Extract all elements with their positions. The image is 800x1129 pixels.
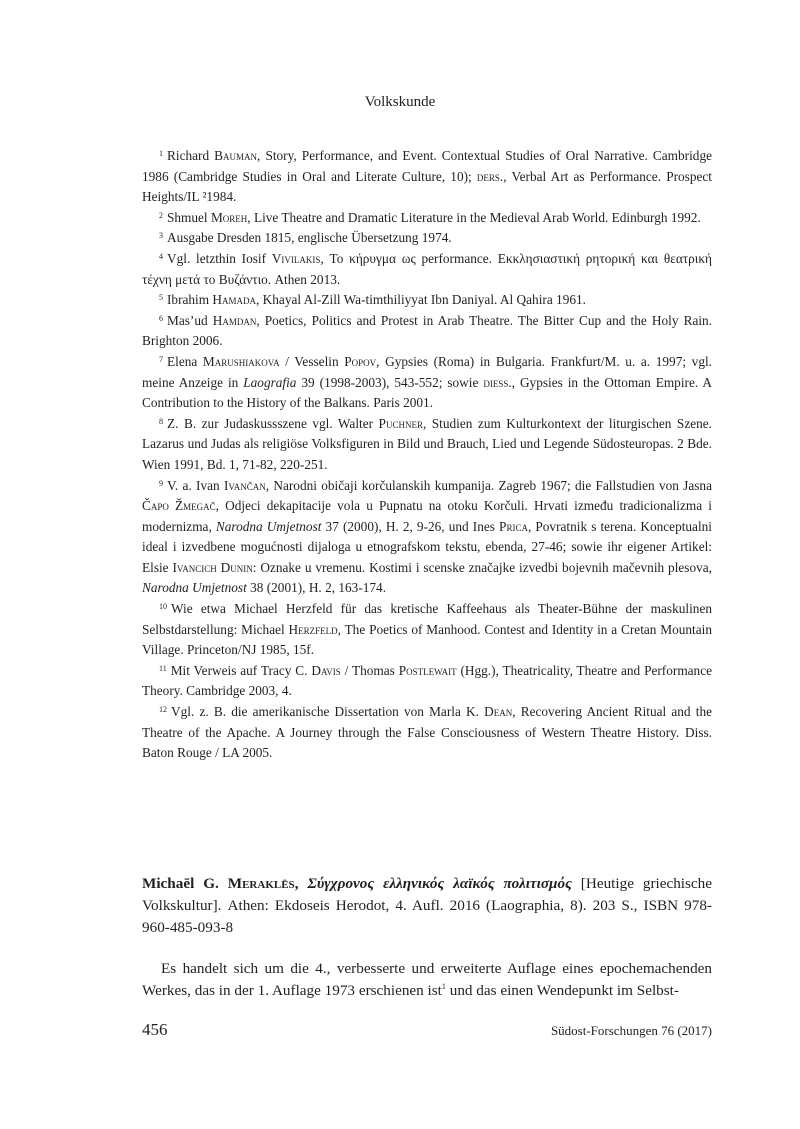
footnote: $^3$ Ausgabe Dresden 1815, englische Übersetzung 1974. xyxy=(159,230,452,246)
footnote: $^{12}$ Vgl. z. B. die amerikanische Dissertation von Marla K. Dean, Recovering Ancient Ritual and the Theatre of the Apache. A Journey through the False Consciousness of Western Theatre History. Diss. Baton Rouge / LA 2005. xyxy=(142,704,712,761)
journal-footer: Südost-Forschungen 76 (2017) xyxy=(550,1023,712,1038)
footnote: $^5$ Ibrahim Hamada, Khayal Al-Zill Wa-timthiliyyat Ibn Daniyal. Al Qahira 1961. xyxy=(159,292,586,308)
footnote: $^9$ V. a. Ivan Ivančan, Narodni običaji korčulanskih kumpanija. Zagreb 1967; die Fallstudien von Jasna Čapo Žmegač, Odjeci dekapitacije vola u Pupnatu na otoku Korčuli. Hrvati između tradicionalizma i modernizma, Narodna Umjetnost 37 (2000), H. 2, 9-26, und Ines Prica, Povratnik s terena. Konceptualni ideal i izvedbene mogućnosti dijaloga u etnografskom tekstu, ebenda, 27-46; sowie ihr eigener Artikel: Elsie Ivancich Dunin: Oznake u vremenu. Kostimi i scenske značajke izvedbi bojevnih mačevnih plesova, Narodna Umjetnost 38 (2001), H. 2, 163-174. xyxy=(142,477,713,596)
review-body xyxy=(142,958,712,1002)
footnotes xyxy=(142,146,712,764)
footnote: $^2$ Shmuel Moreh, Live Theatre and Dramatic Literature in the Medieval Arab World. Edinburgh 1992. xyxy=(159,209,701,225)
page-number: 456 xyxy=(142,1020,168,1039)
footnote: $^6$ Mas’ud Hamdan, Poetics, Politics and Protest in Arab Theatre. The Bitter Cup and the Holy Rain. Brighton 2006. xyxy=(142,312,713,349)
running-header: Volkskunde xyxy=(364,94,436,110)
review-bibliographic-details: [Heutige griechische Volkskultur]. Athen: Ekdoseis Herodot, 4. Aufl. 2016 (Laographia, 8). 203 S., ISBN 978-960-485-093-8 xyxy=(142,875,713,936)
footnote: $^8$ Z. B. zur Judaskussszene vgl. Walter Puchner, Studien zum Kulturkontext der liturgischen Szene. Lazarus und Judas als religiöse Volksfiguren in Bild und Brauch, Lied und Legende Südosteuropas. 2 Bde. Wien 1991, Bd. 1, 71-82, 220-251. xyxy=(142,415,713,472)
body-paragraph: Es handelt sich um die 4., verbesserte und erweiterte Auflage eines epochemachenden Werkes, das in der 1. Auflage 1973 erschienen ist$^1$ und das einen Wendepunkt im Selbst- xyxy=(142,960,712,999)
footnote: $^7$ Elena Marushiakova / Vesselin Popov, Gypsies (Roma) in Bulgaria. Frankfurt/M. u. a. 1997; vgl. meine Anzeige in Laografia 39 (1998-2003), 543-552; sowie diess., Gypsies in the Ottoman Empire. A Contribution to the History of the Balkans. Paris 2001. xyxy=(142,353,712,411)
review-citation xyxy=(142,873,712,938)
review-author: Michaēl G. Meraklēs, xyxy=(142,875,308,892)
footnote: $^1$ Richard Bauman, Story, Performance, and Event. Contextual Studies of Oral Narrative. Cambridge 1986 (Cambridge Studies in Oral and Literate Culture, 10); ders., Verbal Art as Performance. Prospect Heights/IL ²1984. xyxy=(142,148,712,205)
review-book-title: Σύγχρονος ελληνικός λαϊκός πολιτισμός xyxy=(307,875,572,892)
footnote: $^4$ Vgl. letzthin Iosif Vivilakis, Το κήρυγμα ως performance. Εκκλησιαστική ρητορική και θεατρική τέχνη μετά το Βυζάντιο. Athen 2013. xyxy=(142,250,713,287)
footnote: $^{10}$ Wie etwa Michael Herzfeld für das kretische Kaffeehaus als Theater-Bühne der maskulinen Selbstdarstellung: Michael Herzfeld, The Poetics of Manhood. Contest and Identity in a Cretan Mountain Village. Princeton/NJ 1985, 15f. xyxy=(142,601,712,658)
footnote: $^{11}$ Mit Verweis auf Tracy C. Davis / Thomas Postlewait (Hgg.), Theatricality, Theatre and Performance Theory. Cambridge 2003, 4. xyxy=(142,662,713,699)
